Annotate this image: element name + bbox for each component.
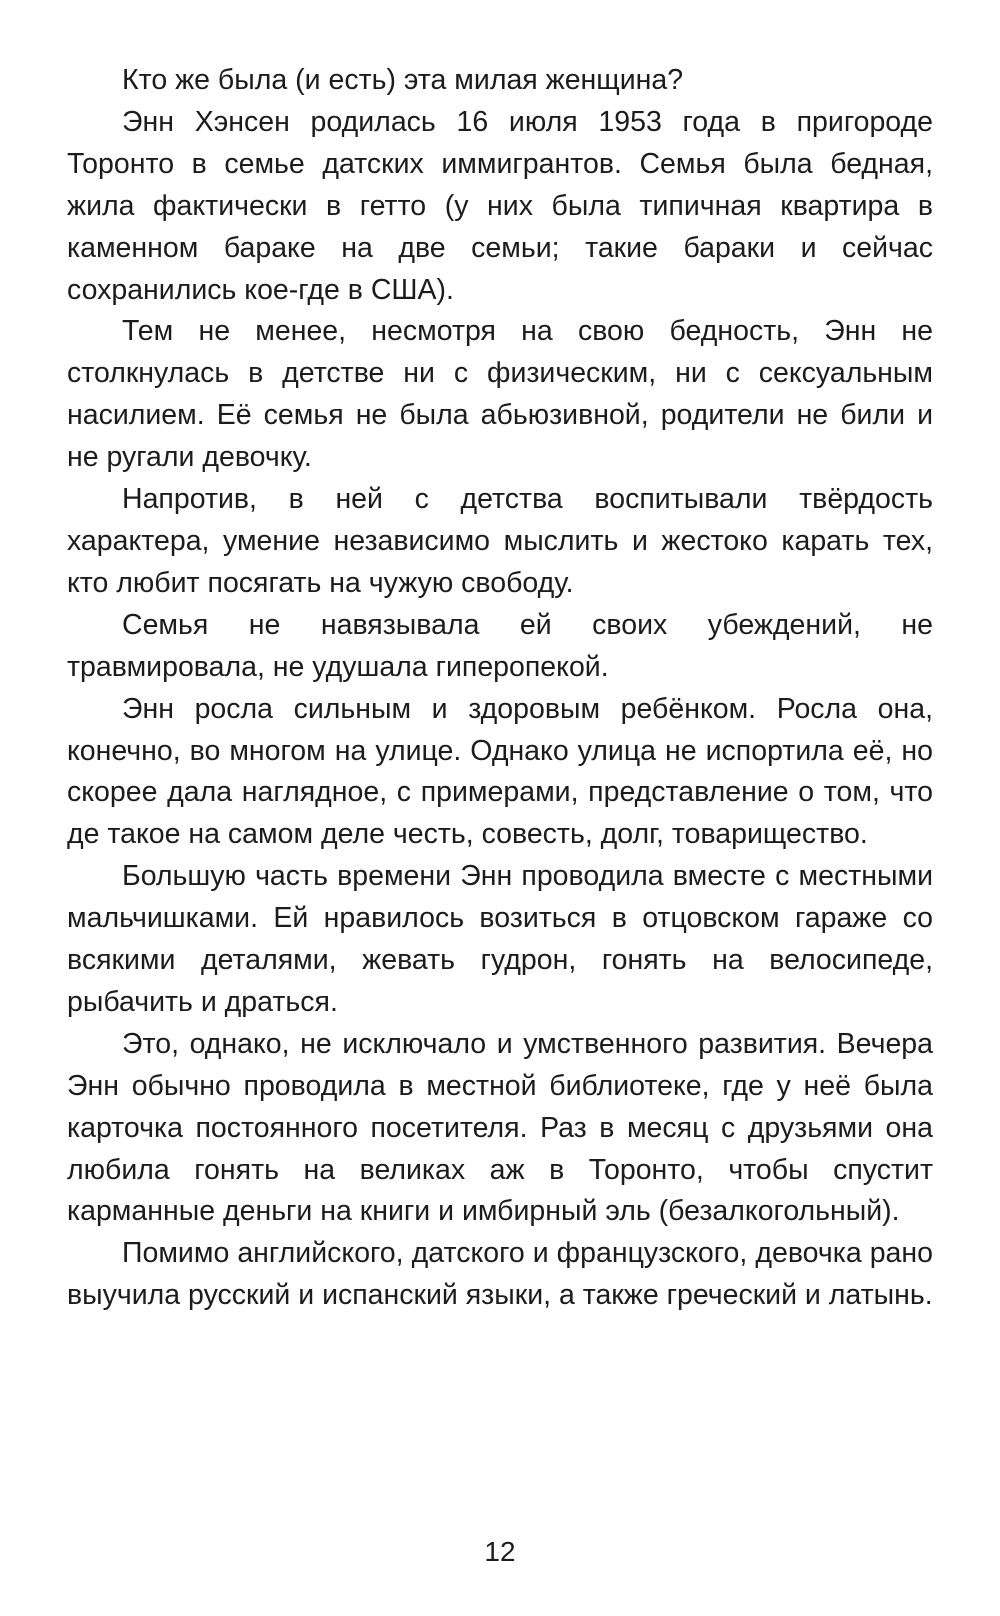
paragraph: Семья не навязывала ей своих убеждений, не травмировала, не удушала гиперопекой. bbox=[67, 608, 933, 683]
paragraph: Энн Хэнсен родилась 16 июля 1953 года в пригороде Торонто в семье датских иммигрантов. Семья была бедная, жила фактически в гетто (у них была типичная квартира в каменном бараке на две семьи; такие бараки и сейчас сохранились кое-где в США). bbox=[67, 105, 933, 306]
page-number: 12 bbox=[484, 1536, 516, 1567]
paragraph: Энн росла сильным и здоровым ребёнком. Росла она, конечно, во многом на улице. Однако улица не испортила её, но скорее дала наглядное, с примерами, представление о том, что де такое на самом деле честь, совесть, долг, товарищество. bbox=[67, 692, 933, 851]
paragraph: Это, однако, не исключало и умственного развития. Вечера Энн обычно проводила в местной библиотеке, где у неё была карточка постоянного посетителя. Раз в месяц с друзьями она любила гонять на великах аж в Торонто, чтобы спустит карманные деньги на книги и имбирный эль (безалкогольный). bbox=[67, 1027, 933, 1228]
paragraph: Большую часть времени Энн проводила вместе с местными мальчишками. Ей нравилось возиться в отцовском гараже со всякими деталями, жевать гудрон, гонять на велосипеде, рыбачить и драться. bbox=[67, 860, 933, 1018]
paragraph: Помимо английского, датского и французского, девочка рано выучила русский и испанский языки, а также греческий и латынь. bbox=[67, 1237, 933, 1312]
paragraph: Тем не менее, несмотря на свою бедность, Энн не столкнулась в детстве ни с физическим, ни с сексуальным насилием. Её семья не была абьюзивной, родители не били и не ругали девочку. bbox=[67, 315, 933, 474]
paragraph: Напротив, в ней с детства воспитывали твёрдость характера, умение независимо мыслить и жестоко карать тех, кто любит посягать на чужую свободу. bbox=[67, 483, 933, 599]
page-body bbox=[67, 60, 933, 1317]
paragraph: Кто же была (и есть) эта милая женщина? bbox=[122, 64, 684, 96]
